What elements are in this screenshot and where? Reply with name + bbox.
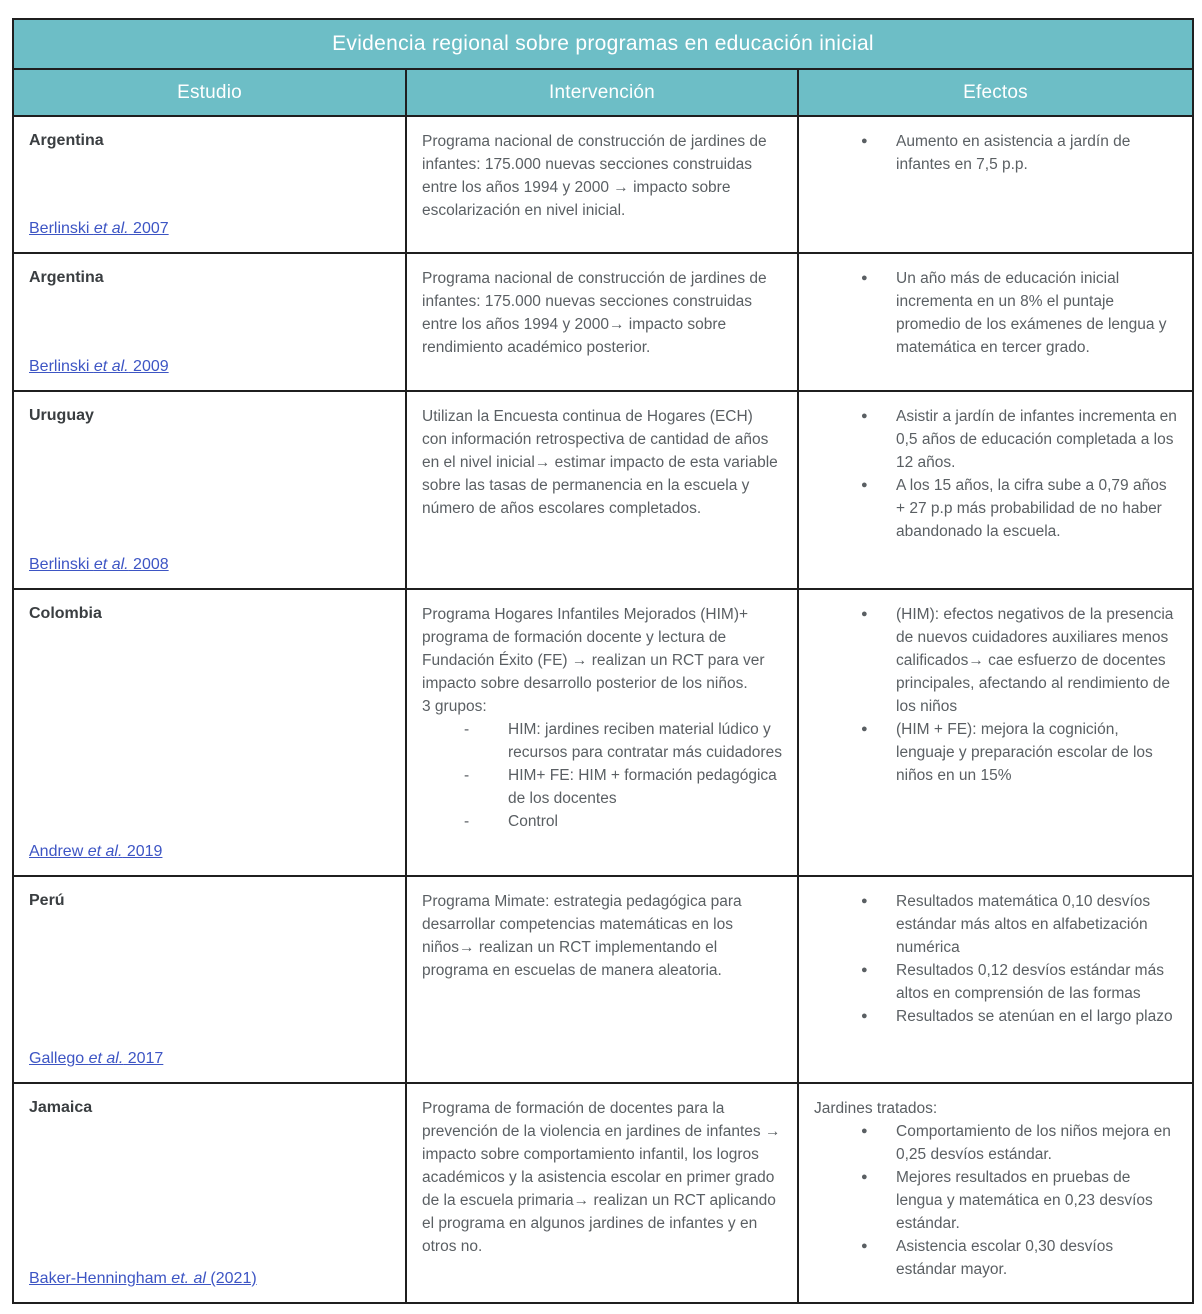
effects-list [814,890,1177,1028]
effects-cell [797,254,1192,390]
intervention-sub-item: - Control [464,810,782,833]
intervention-text: Programa Hogares Infantiles Mejorados (HIM)+ programa de formación docente y lectura de Fundación Éxito (FE) → realizan un RCT para ver impacto sobre desarrollo posterior de los niños. [422,606,765,692]
study-cell [14,117,405,252]
citation-etal: et. al [171,1270,206,1287]
country-label: Uruguay [29,407,94,424]
evidence-table [12,18,1194,1304]
citation-etal: et al. [87,843,123,860]
intervention-text: Programa Mimate: estrategia pedagógica para desarrollar competencias matemáticas en los niños→ realizan un RCT implementando el programa en escuelas de manera aleatoria. [422,893,742,979]
intervention-cell [405,590,797,875]
effect-bullet: ● (HIM + FE): mejora la cognición, lenguaje y preparación escolar de los niños en un 15% [860,718,1177,787]
citation-year: 2017 [123,1050,164,1067]
intervention-sub-item: - HIM: jardines reciben material lúdico y recursos para contratar más cuidadores [464,718,782,764]
effects-list [814,130,1177,176]
citation-etal: et al. [88,1050,124,1067]
intervention-sub-list [422,718,782,833]
study-cell [14,254,405,390]
effects-cell [797,590,1192,875]
table-header-row [14,68,1192,115]
effects-cell [797,117,1192,252]
effect-bullet: ● Resultados 0,12 desvíos estándar más altos en comprensión de las formas [860,959,1177,1005]
citation-author: Baker-Henningham [29,1270,172,1287]
effects-intro: Jardines tratados: [814,1100,938,1117]
study-citation-link[interactable] [29,841,162,863]
country-label: Colombia [29,605,102,622]
citation-author: Berlinski [29,358,94,375]
effects-cell [797,392,1192,588]
effects-list [814,267,1177,359]
effects-list [814,405,1177,543]
intervention-text: Programa nacional de construcción de jardines de infantes: 175.000 nuevas secciones construidas entre los años 1994 y 2000 → impacto sobre escolarización en nivel inicial. [422,133,767,219]
effect-bullet: ● Resultados matemática 0,10 desvíos estándar más altos en alfabetización numérica [860,890,1177,959]
effects-cell [797,1084,1192,1302]
intervention-cell [405,877,797,1082]
study-citation-link[interactable] [29,554,169,576]
citation-year: 2019 [122,843,163,860]
effect-bullet: ● Resultados se atenúan en el largo plazo [860,1005,1177,1028]
effect-bullet: ● Aumento en asistencia a jardín de infantes en 7,5 p.p. [860,130,1177,176]
column-header-intervencion: Intervención [405,70,797,115]
effects-list [814,603,1177,787]
country-label: Perú [29,892,65,909]
intervention-sub-item: - HIM+ FE: HIM + formación pedagógica de los docentes [464,764,782,810]
intervention-text: Programa nacional de construcción de jardines de infantes: 175.000 nuevas secciones construidas entre los años 1994 y 2000→ impacto sobre rendimiento académico posterior. [422,270,767,356]
citation-year: 2007 [128,220,169,237]
citation-etal: et al. [93,556,129,573]
effect-bullet: ● Asistir a jardín de infantes incrementa en 0,5 años de educación completada a los 12 años. [860,405,1177,474]
study-cell [14,392,405,588]
citation-etal: et al. [93,220,129,237]
study-citation-link[interactable] [29,1048,163,1070]
table-row [14,588,1192,875]
citation-author: Berlinski [29,556,94,573]
citation-year: 2008 [128,556,169,573]
table-row [14,115,1192,252]
citation-year: (2021) [205,1270,257,1287]
study-citation-link[interactable] [29,1268,257,1290]
effect-bullet: ● A los 15 años, la cifra sube a 0,79 años + 27 p.p más probabilidad de no haber abandonado la escuela. [860,474,1177,543]
citation-year: 2009 [128,358,169,375]
effect-bullet: ● (HIM): efectos negativos de la presencia de nuevos cuidadores auxiliares menos calificados→ cae esfuerzo de docentes principales, afectando al rendimiento de los niños [860,603,1177,718]
effects-list [814,1120,1177,1281]
intervention-groups-label: 3 grupos: [422,698,487,715]
effect-bullet: ● Mejores resultados en pruebas de lengua y matemática en 0,23 desvíos estándar. [860,1166,1177,1235]
effect-bullet: ● Un año más de educación inicial incrementa en un 8% el puntaje promedio de los exámenes de lengua y matemática en tercer grado. [860,267,1177,359]
study-cell [14,877,405,1082]
column-header-estudio: Estudio [14,70,405,115]
table-row [14,252,1192,390]
effect-bullet: ● Asistencia escolar 0,30 desvíos estándar mayor. [860,1235,1177,1281]
citation-author: Berlinski [29,220,94,237]
effects-cell [797,877,1192,1082]
study-cell [14,1084,405,1302]
table-row [14,1082,1192,1302]
country-label: Argentina [29,269,104,286]
study-citation-link[interactable] [29,218,169,240]
citation-etal: et al. [93,358,129,375]
citation-author: Gallego [29,1050,89,1067]
table-title-text: Evidencia regional sobre programas en educación inicial [332,32,874,55]
country-label: Argentina [29,132,104,149]
intervention-text: Utilizan la Encuesta continua de Hogares (ECH) con información retrospectiva de cantidad de años en el nivel inicial→ estimar impacto de esta variable sobre las tasas de permanencia en la escuela y número de años escolares completados. [422,408,778,517]
column-header-efectos: Efectos [797,70,1192,115]
intervention-cell [405,1084,797,1302]
intervention-cell [405,392,797,588]
table-row [14,390,1192,588]
table-title [14,20,1192,68]
intervention-cell [405,254,797,390]
study-cell [14,590,405,875]
intervention-cell [405,117,797,252]
citation-author: Andrew [29,843,88,860]
intervention-text: Programa de formación de docentes para la prevención de la violencia en jardines de infantes → impacto sobre comportamiento infantil, los logros académicos y la asistencia escolar en primer grado de la escuela primaria→ realizan un RCT aplicando el programa en algunos jardines de infantes y en otros no. [422,1100,781,1255]
table-row [14,875,1192,1082]
study-citation-link[interactable] [29,356,169,378]
country-label: Jamaica [29,1099,93,1116]
effect-bullet: ● Comportamiento de los niños mejora en 0,25 desvíos estándar. [860,1120,1177,1166]
